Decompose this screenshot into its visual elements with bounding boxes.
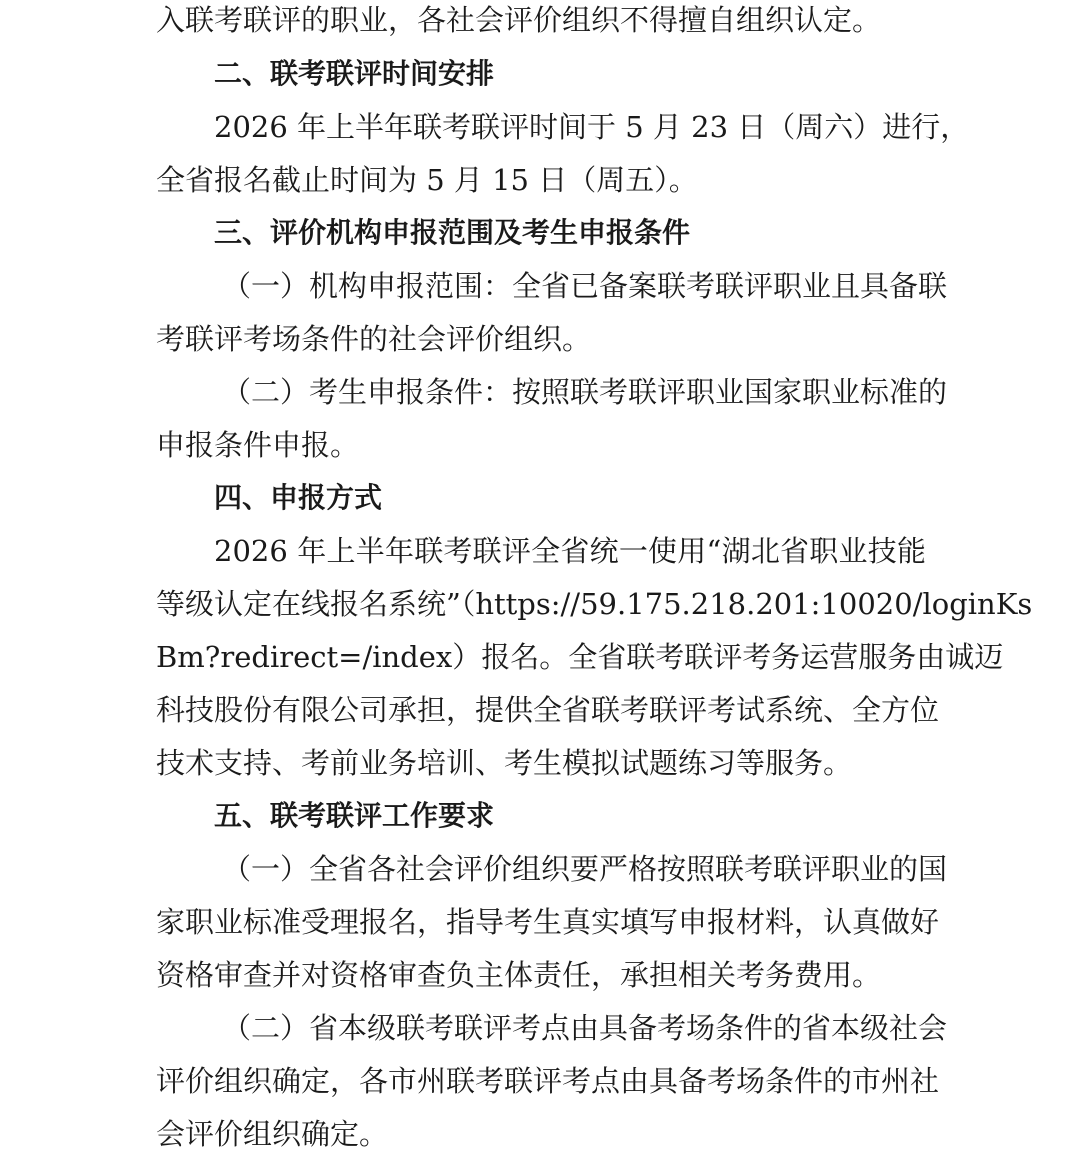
paragraph-line: 科技股份有限公司承担，提供全省联考联评考试系统、全方位: [156, 693, 940, 727]
paragraph-line: 会评价组织确定。: [156, 1117, 389, 1151]
paragraph-line: Bm?redirect=/index）报名。全省联考联评考务运营服务由诚迈: [156, 640, 1004, 674]
paragraph-line: （一）全省各社会评价组织要严格按照联考联评职业的国: [222, 852, 948, 886]
paragraph-line: （二）省本级联考联评考点由具备考场条件的省本级社会: [222, 1011, 948, 1045]
paragraph-line: 家职业标准受理报名，指导考生真实填写申报材料，认真做好: [156, 905, 940, 939]
section-heading-schedule: 二、联考联评时间安排: [214, 57, 495, 90]
paragraph-line: 资格审查并对资格审查负主体责任，承担相关考务费用。: [156, 958, 882, 992]
section-heading-requirements: 五、联考联评工作要求: [214, 799, 495, 832]
paragraph-line: 考联评考场条件的社会评价组织。: [156, 322, 592, 356]
paragraph-line: 评价组织确定，各市州联考联评考点由具备考场条件的市州社: [156, 1064, 940, 1098]
section-heading-scope: 三、评价机构申报范围及考生申报条件: [214, 216, 691, 249]
section-heading-method: 四、申报方式: [214, 481, 383, 514]
paragraph-line: 申报条件申报。: [156, 428, 360, 462]
paragraph-line: 2026 年上半年联考联评全省统一使用“湖北省职业技能: [214, 534, 926, 568]
paragraph-line: 2026 年上半年联考联评时间于 5 月 23 日（周六）进行，: [214, 110, 970, 144]
paragraph-line: 入联考联评的职业，各社会评价组织不得擅自组织认定。: [156, 3, 882, 37]
paragraph-line: （一）机构申报范围：全省已备案联考联评职业且具备联: [222, 269, 948, 303]
registration-url-line: 等级认定在线报名系统”（https://59.175.218.201:10020/loginKs: [156, 587, 1033, 621]
paragraph-line: 技术支持、考前业务培训、考生模拟试题练习等服务。: [156, 746, 853, 780]
paragraph-line: （二）考生申报条件：按照联考联评职业国家职业标准的: [222, 375, 948, 409]
paragraph-line: 全省报名截止时间为 5 月 15 日（周五）。: [156, 163, 698, 197]
